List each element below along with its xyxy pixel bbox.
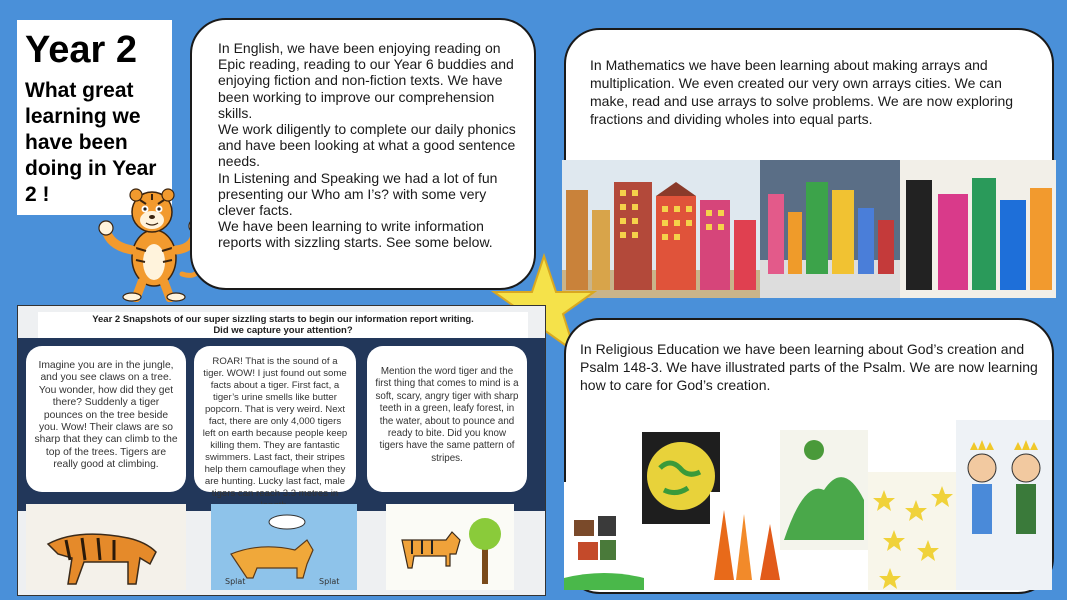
snapshots-panel xyxy=(17,305,546,596)
psalm-artwork-photos xyxy=(564,420,1052,590)
tiger-drawing-3 xyxy=(386,504,514,590)
page-subtitle: What great learning we have been doing in Year 2 ! xyxy=(25,79,157,206)
math-text: In Mathematics we have been learning about making arrays and multiplication. We even created our very own arrays cities. We can make, read and use arrays to solve problems. We are now exploring fractions and dividing wholes into equal parts. xyxy=(590,57,1014,127)
snapshot-text-3: Mention the word tiger and the first thing that comes to mind is a soft, scary, angry tiger with sharp teeth in a green, leafy forest, in the water, about to pounce and ready to bite. Did you know tigers have the same pattern of stripes. xyxy=(375,366,519,464)
english-text: In English, we have been enjoying reading on Epic reading, reading to our Year 6 buddies and enjoying fiction and non-fiction texts. We have been working to improve our comprehension skills. We work diligently to complete our daily phonics and have been looking at what a good sentence needs. In Listening and Speaking we had a lot of fun presenting our Who am I’s? with some very clever facts. We have been learning to write information reports with sizzling starts. See some below. xyxy=(218,40,516,251)
tiger-drawing-2 xyxy=(211,504,357,590)
snapshot-card-3 xyxy=(367,346,527,492)
tiger-drawing-1 xyxy=(26,504,186,590)
snapshots-heading-line1: Year 2 Snapshots of our super sizzling starts to begin our information report writing. xyxy=(92,314,474,325)
drawing-label-1: Splat xyxy=(225,577,246,586)
drawing-label-2: Splat xyxy=(319,577,340,586)
english-section xyxy=(190,18,536,290)
array-cities-photos xyxy=(562,160,1056,298)
page-title: Year 2 xyxy=(25,29,137,71)
snapshot-card-2 xyxy=(194,346,356,499)
snapshot-card-1 xyxy=(26,346,186,492)
re-text: In Religious Education we have been learning about God’s creation and Psalm 148-3. We have illustrated parts of the Psalm. We are now learning how to care for God’s creation. xyxy=(580,341,1038,393)
snapshots-banner xyxy=(38,312,528,338)
snapshots-heading-line2: Did we capture your attention? xyxy=(213,325,353,336)
snapshot-text-2: ROAR! That is the sound of a tiger. WOW! I just found out some facts about a tiger. First fact, a tiger’s urine smells like butter popcorn. That is very weird. Next fact, there are only 4,000 tigers left on earth because people keep killing them. They are fantastic swimmers. Last fact, their stripes help them camouflage when they are hunting. Lucky last fact, male tigers can reach 3.3 metres in xyxy=(202,356,348,499)
snapshot-text-1: Imagine you are in the jungle, and you see claws on a tree. You wonder, how did they get there? Suddenly a tiger pounces on the tree beside you. Wow! Their claws are so sharp that they can climb to the top of the trees. Tigers are really good at climbing. xyxy=(34,360,178,471)
